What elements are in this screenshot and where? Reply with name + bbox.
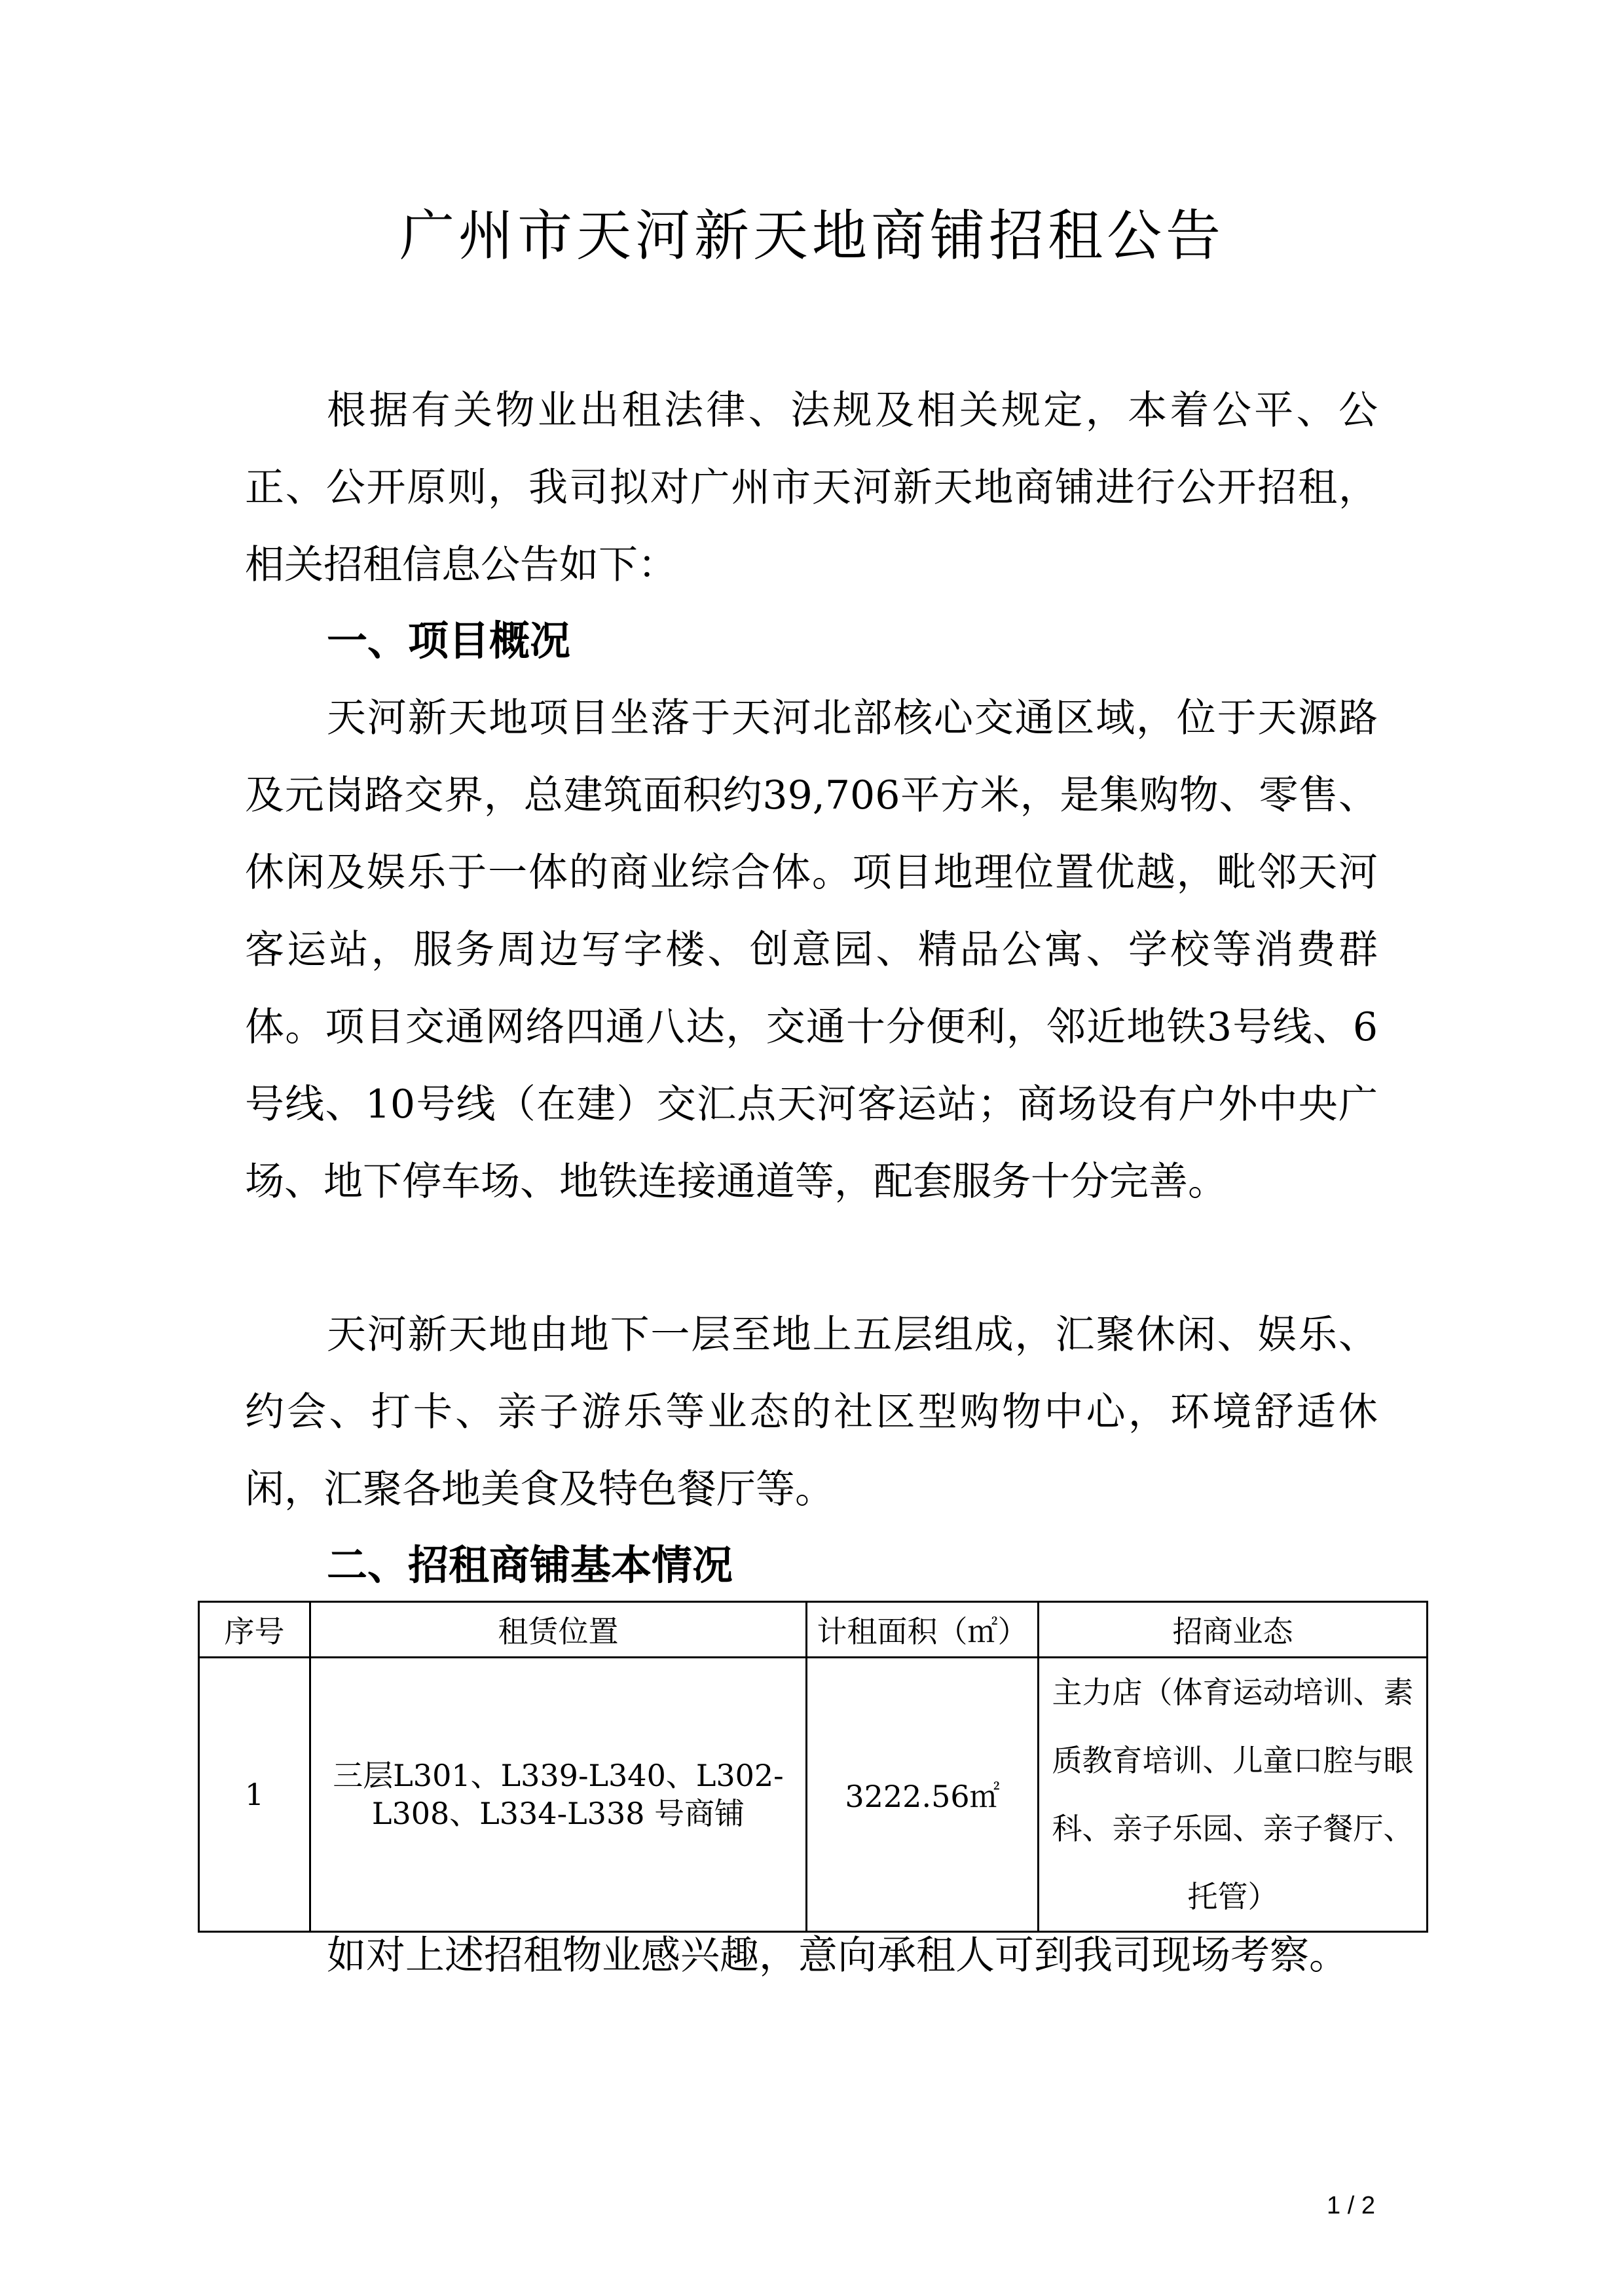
header-business-type: 招商业态 [1039,1602,1428,1658]
section-heading-overview: 一、项目概况 [327,617,571,665]
cell-location: 三层L301、L339-L340、L302-L308、L334-L338 号商铺 [310,1658,807,1932]
cell-business-type: 主力店（体育运动培训、素质教育培训、儿童口腔与眼科、亲子乐园、亲子餐厅、托管） [1039,1658,1428,1932]
cell-area: 3222.56㎡ [807,1658,1039,1932]
header-no: 序号 [199,1602,310,1658]
shop-table [198,1601,1428,1933]
mall-layout-paragraph: 天河新天地由地下一层至地上五层组成，汇聚休闲、娱乐、约会、打卡、亲子游乐等业态的社区型购物中心，环境舒适休闲，汇聚各地美食及特色餐厅等。 [245,1312,1378,1512]
table-header-row [199,1602,1428,1658]
header-location: 租赁位置 [310,1602,807,1658]
document-title: 广州市天河新天地商铺招租公告 [399,204,1225,268]
intro-paragraph: 根据有关物业出租法律、法规及相关规定，本着公平、公正、公开原则，我司拟对广州市天河新天地商铺进行公开招租，相关招租信息公告如下： [245,388,1378,588]
table-row [199,1658,1428,1932]
page-number: 1 / 2 [1327,2192,1375,2219]
cell-no: 1 [199,1658,310,1932]
section-heading-shops: 二、招租商铺基本情况 [327,1541,733,1589]
closing-paragraph: 如对上述招租物业感兴趣，意向承租人可到我司现场考察。 [327,1933,1348,1978]
overview-paragraph: 天河新天地项目坐落于天河北部核心交通区域，位于天源路及元岗路交界，总建筑面积约39,706平方米，是集购物、零售、休闲及娱乐于一体的商业综合体。项目地理位置优越，毗邻天河客运站，服务周边写字楼、创意园、精品公寓、学校等消费群体。项目交通网络四通八达，交通十分便利，邻近地铁3号线、6号线、10号线（在建）交汇点天河客运站；商场设有户外中央广场、地下停车场、地铁连接通道等，配套服务十分完善。 [245,695,1378,1205]
header-area: 计租面积（㎡） [807,1602,1039,1658]
